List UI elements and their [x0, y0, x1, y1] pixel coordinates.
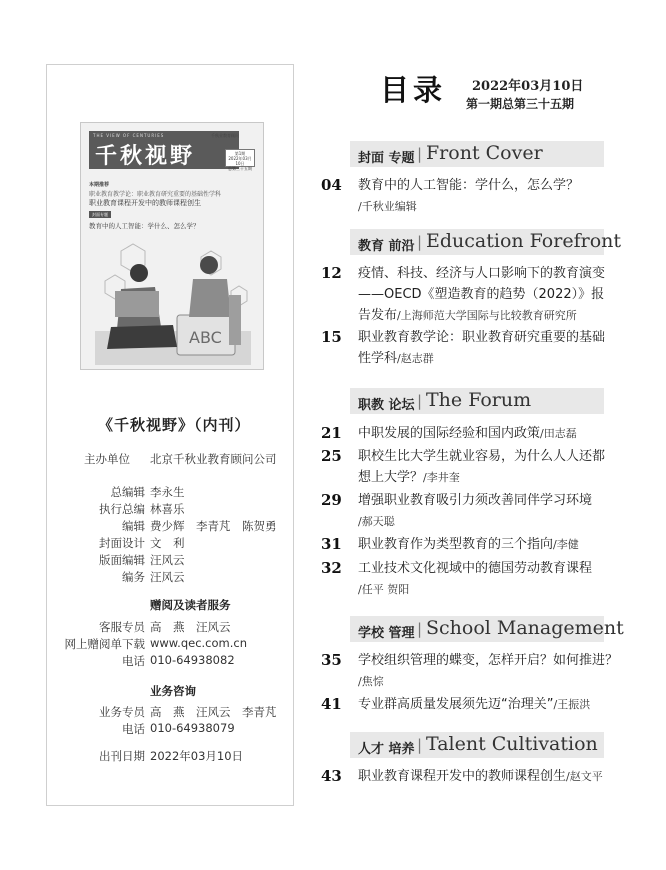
section-header: 人才 培养 | Talent Cultivation — [350, 732, 604, 758]
toc-entry[interactable] — [358, 327, 605, 369]
toc-entry[interactable] — [358, 263, 605, 326]
article-page: 43 — [321, 767, 342, 785]
article-author: /任平 贺阳 — [358, 583, 410, 596]
service-value: www.qec.com.cn — [150, 636, 247, 650]
article-page: 12 — [321, 264, 342, 282]
cover-issue-no: 第1期 — [234, 151, 246, 156]
cover-line-1: 职业教育教学论：职业教育研究重要的基础性学科 — [89, 191, 222, 198]
section-cn: 人才 培养 — [358, 742, 415, 757]
staff-role: 封面设计 — [99, 536, 145, 550]
cover-issue-box — [225, 149, 255, 171]
article-author: /王振洪 — [553, 698, 591, 711]
business-value: 高 燕 汪风云 李青芃 — [150, 705, 277, 719]
toc-title: 目录 — [380, 73, 447, 107]
toc-issue: 第一期总第三十五期 — [466, 97, 575, 111]
article-title: 中职发展的国际经验和国内政策 — [358, 426, 541, 441]
business-heading: 业务咨询 — [150, 684, 196, 698]
toc-entry[interactable] — [358, 766, 603, 787]
service-value: 010-64938082 — [150, 653, 235, 667]
sponsor-value: 北京千秋业教育顾问公司 — [150, 452, 277, 466]
article-page: 29 — [321, 491, 342, 509]
toc-entry[interactable] — [358, 534, 579, 555]
article-page: 25 — [321, 447, 342, 465]
article-title-cont: 想上大学？ — [358, 470, 424, 485]
article-title: 职业教育作为类型教育的三个指向 — [358, 537, 554, 552]
article-author: /焦悰 — [358, 675, 384, 688]
section-header: 职教 论坛 | The Forum — [350, 388, 604, 414]
toc-entry[interactable] — [358, 490, 592, 532]
article-page: 35 — [321, 651, 342, 669]
cover-image — [80, 122, 264, 370]
section-en: The Forum — [426, 389, 532, 411]
staff-role: 总编辑 — [110, 485, 145, 499]
staff-role: 版面编辑 — [99, 553, 145, 567]
article-author: /赵志群 — [397, 352, 434, 365]
article-page: 31 — [321, 535, 342, 553]
section-header: 学校 管理 | School Management — [350, 616, 604, 642]
publish-date: 2022年03月10日 — [150, 749, 244, 763]
staff-name: 林喜乐 — [150, 502, 185, 516]
article-page: 21 — [321, 424, 342, 442]
cover-line-3: 教育中的人工智能：学什么、怎么学？ — [89, 222, 200, 230]
service-role: 网上赠阅单下载 — [64, 637, 145, 651]
service-role: 电话 — [122, 654, 145, 668]
toc-entry[interactable] — [358, 558, 592, 600]
section-cn: 学校 管理 — [358, 626, 415, 641]
toc-date: 2022年03月10日 — [472, 79, 584, 94]
staff-role: 编务 — [122, 570, 145, 584]
section-header: 教育 前沿 | Education Forefront — [350, 229, 604, 255]
article-author: /李健 — [553, 538, 579, 551]
toc-entry[interactable] — [358, 423, 577, 444]
cover-line-2: 职业教育课程开发中的教师课程创生 — [89, 199, 201, 207]
section-cn: 职教 论坛 — [358, 398, 415, 413]
date-label: 出刊日期 — [99, 749, 145, 763]
article-author: /赵文平 — [566, 770, 603, 783]
article-author: /上海师范大学国际与比较教育研究所 — [397, 309, 577, 322]
cover-tag: 封面专题 — [89, 211, 111, 218]
service-heading: 赠阅及读者服务 — [150, 598, 231, 612]
toc-entry[interactable] — [358, 175, 579, 217]
business-role: 业务专员 — [99, 705, 145, 719]
section-en: Talent Cultivation — [426, 733, 598, 755]
article-author: /郝天聪 — [358, 515, 395, 528]
section-header: 封面 专题 | Front Cover — [350, 141, 604, 167]
section-cn: 封面 专题 — [358, 151, 415, 166]
section-cn: 教育 前沿 — [358, 239, 415, 254]
article-title: 增强职业教育吸引力须改善同伴学习环境 — [358, 493, 593, 508]
article-title: 专业群高质量发展须先迈“治理关” — [358, 697, 554, 712]
article-author: /李井奎 — [423, 471, 460, 484]
staff-name: 李永生 — [150, 485, 185, 499]
svg-text:ABC: ABC — [189, 328, 222, 347]
article-title-cont: 性学科 — [358, 351, 398, 366]
article-title: 职校生比大学生就业容易，为什么人人还都 — [358, 449, 606, 464]
business-role: 电话 — [122, 722, 145, 736]
article-title: 职业教育课程开发中的教师课程创生 — [358, 769, 567, 784]
cover-issue-date: 2022年03月10日 — [228, 156, 252, 166]
staff-name: 汪风云 — [150, 553, 185, 567]
staff-name: 文 利 — [150, 536, 185, 550]
cover-illustration — [81, 231, 264, 370]
article-author: /千秋业编辑 — [358, 200, 417, 213]
section-en: Front Cover — [426, 142, 543, 164]
cover-title: 千秋视野 — [95, 143, 196, 169]
cover-issue-total: 总第三十五期 — [228, 166, 252, 171]
cover-recommend: 本期推荐 — [89, 182, 110, 188]
article-page: 15 — [321, 328, 342, 346]
article-title-cont: ——OECD《塑造教育的趋势（2022）》报 — [358, 287, 605, 302]
article-author: /田志磊 — [540, 427, 577, 440]
section-en: Education Forefront — [426, 230, 622, 252]
sponsor-label: 主办单位 — [84, 452, 130, 466]
article-title: 工业技术文化视域中的德国劳动教育课程 — [358, 561, 593, 576]
cover-publisher: 千秋业教育顾问 — [211, 133, 239, 138]
article-title: 职业教育教学论：职业教育研究重要的基础 — [358, 330, 606, 345]
section-en: School Management — [426, 617, 624, 639]
cover-eng-title: THE VIEW OF CENTURIES — [93, 133, 165, 138]
magazine-title: 《千秋视野》（内刊） — [98, 416, 251, 434]
service-role: 客服专员 — [99, 620, 145, 634]
service-value: 高 燕 汪风云 — [150, 620, 231, 634]
toc-entry[interactable] — [358, 446, 605, 488]
article-page: 32 — [321, 559, 342, 577]
article-title-cont: 告发布 — [358, 308, 398, 323]
article-title: 学校组织管理的蝶变，怎样开启？如何推进？ — [358, 653, 619, 668]
toc-entry[interactable] — [358, 694, 590, 715]
staff-name: 汪风云 — [150, 570, 185, 584]
staff-name: 费少辉 李青芃 陈贺勇 — [150, 519, 277, 533]
business-value: 010-64938079 — [150, 721, 235, 735]
article-title: 疫情、科技、经济与人口影响下的教育演变 — [358, 266, 606, 281]
article-title: 教育中的人工智能：学什么，怎么学？ — [358, 178, 580, 193]
toc-entry[interactable] — [358, 650, 618, 692]
staff-role: 编辑 — [122, 519, 145, 533]
article-page: 41 — [321, 695, 342, 713]
staff-role: 执行总编 — [99, 502, 145, 516]
article-page: 04 — [321, 176, 342, 194]
